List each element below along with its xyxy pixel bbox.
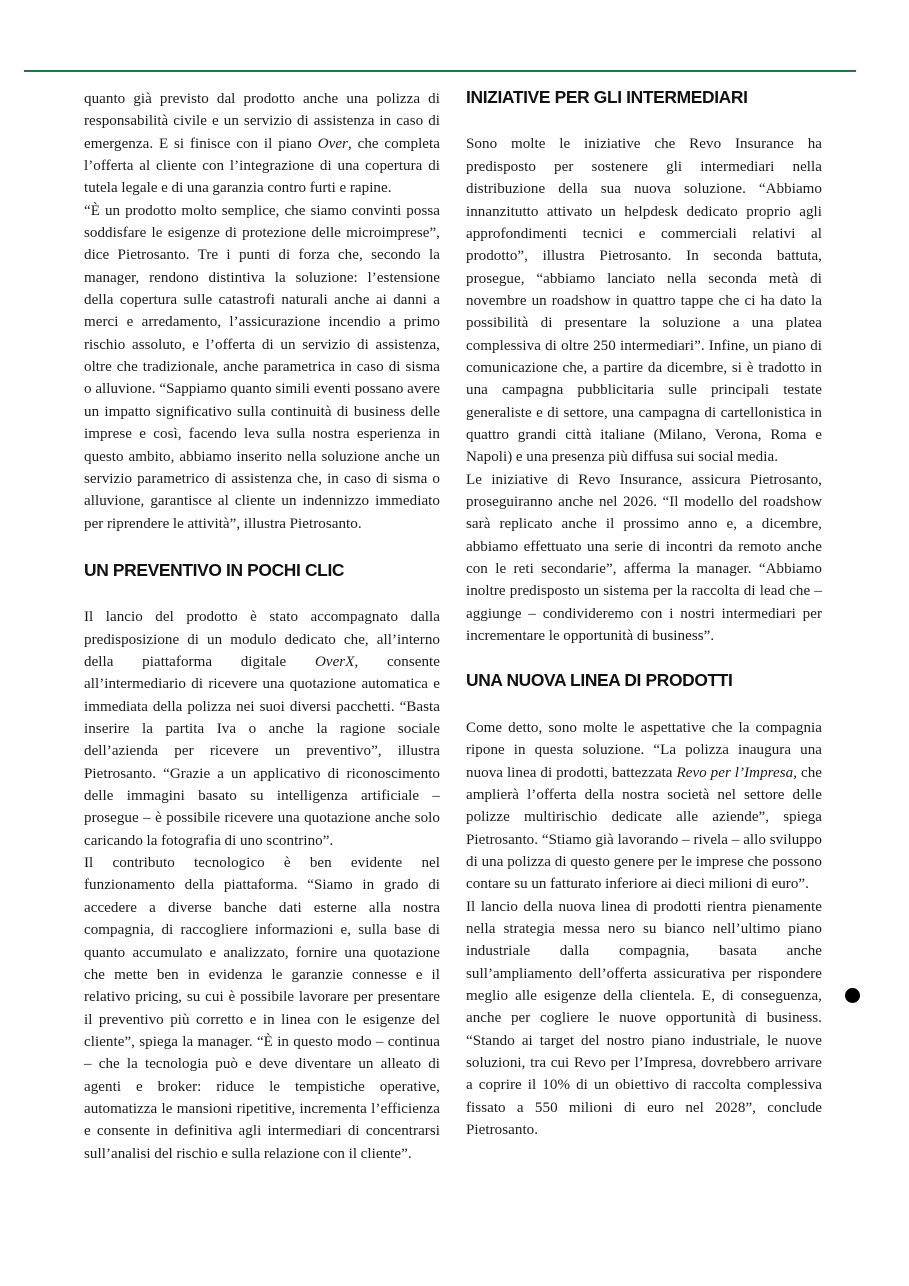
heading-un-preventivo-in-pochi-clic: UN PREVENTIVO IN POCHI CLIC — [84, 559, 345, 580]
filled-circle-icon — [845, 988, 860, 1003]
left-column — [84, 88, 440, 1165]
paragraph-contributo-tecnologico: Il contributo tecnologico è ben evidente nel funzionamento della piattaforma. “Siamo in grado di accedere a diverse banche dati esterne alla nostra compagnia, di raccogliere informazioni e, sulla base di quanto accumulato e analizzato, fornire una quotazione che mette ben in evidenza le garanzie connesse e il relativo pricing, su cui è possibile lavorare per presentare il preventivo più corretto e in linea con le esigenze del cliente”, spiega la manager. “È in questo modo – continua – che la tecnologia può e deve diventare un alleato di agenti e broker: riduce le tempistiche operative, automatizza le mansioni ripetitive, incrementa l’efficienza e consente in definitiva agli intermediari di concentrarsi sull’analisi del rischio e sulla relazione con il cliente”. — [84, 855, 440, 1162]
article-columns — [84, 88, 856, 1165]
paragraph-text-part-1: quanto già previsto dal prodotto anche una polizza di responsabilità civile e un servizio di assistenza in caso di emergenza. E si finisce con il piano — [84, 91, 440, 152]
paragraph-iniziative-revo: Sono molte le iniziative che Revo Insurance ha predisposto per sostenere gli intermediari nella distribuzione della sua nuova soluzione. “Abbiamo innanzitutto attivato un helpdesk dedicato proprio agli approfondimenti tecnici e commerciali relativi al prodotto”, illustra Pietrosanto. In seconda battuta, prosegue, “abbiamo lanciato nella seconda metà di novembre un roadshow in quattro tappe che ci ha dato la possibilità di presentare la soluzione a una platea complessiva di oltre 250 intermediari”. Infine, un piano di comunicazione che, a partire da dicembre, si è tradotto in una campagna pubblicitaria sulle principali testate generaliste e di settore, una campagna di cartellonistica in quattro grandi città italiane (Milano, Verona, Roma e Napoli) e una presenza più diffusa sui social media. — [466, 136, 822, 466]
paragraph-text-part-1: Il lancio del prodotto è stato accompagnato dalla predisposizione di un modulo dedicato che, all’interno della piattaforma digitale — [84, 609, 440, 671]
right-column — [466, 88, 822, 1141]
paragraph-iniziative-2026: Le iniziative di Revo Insurance, assicura Pietrosanto, proseguiranno anche nel 2026. “Il modello del roadshow sarà replicato anche il prossimo anno e, a dicembre, abbiamo effettuato una serie di incontri da remoto anche con le reti secondarie”, afferma la manager. “Abbiamo inoltre predisposto un sistema per la raccolta di lead che – aggiunge – condivideremo con i nostri intermediari per incrementare le opportunità di business”. — [466, 471, 822, 645]
paragraph-quote-prodotto-semplice: “È un prodotto molto semplice, che siamo convinti possa soddisfare le esigenze di protezione delle microimprese”, dice Pietrosanto. Tre i punti di forza che, secondo la manager, rendono distintiva la soluzione: l’estensione della copertura sulle catastrofi naturali anche ai danni a merci e arredamento, l’assicurazione incendio a primo rischio assoluto, e l’offerta di un servizio di assistenza, oltre che tradizionale, anche parametrica in caso di sisma o alluvione. “Sappiamo quanto simili eventi possano avere un impatto significativo sulla continuità di business delle imprese e così, facendo leva sulla nostra esperienza in questo ambito, abbiamo inserito nella soluzione anche un servizio parametrico di assistenza che, in caso di sisma o alluvione, garantisce al cliente un indennizzo immediato per riprendere le attività”, illustra Pietrosanto. — [84, 202, 440, 532]
italic-term-over: Over — [317, 135, 348, 152]
end-of-article-mark — [841, 988, 859, 1006]
paragraph-text-part-2: , che completa l’offerta al cliente con l’integrazione di una copertura di tutela legale e di una garanzia contro furti e rapine. — [84, 135, 440, 197]
paragraph-strategia-piano-industriale: Il lancio della nuova linea di prodotti rientra pienamente nella strategia messa nero su bianco nell’ultimo piano industriale dalla compagnia, basata anche sull’ampliamento dell’offerta assicurativa per rispondere meglio alle esigenze della clientela. E, di conseguenza, anche per cogliere le nuove opportunità di business. “Stando ai target del nostro piano industriale, le nuove soluzioni, tra cui Revo per l’Impresa, dovrebbero arrivare a coprire il 10% di un obiettivo di raccolta complessiva fissato a 550 milioni di euro nel 2028”, conclude Pietrosanto. — [466, 898, 822, 1139]
header-rule — [24, 70, 856, 72]
paragraph-text-part-2: , che amplierà l’offerta della nostra società nel settore delle polizze multirischio dedicate alle aziende”, spiega Pietrosanto. “Stiamo già lavorando – rivela – allo sviluppo di una polizza di questo genere per le imprese che possono contare su un fatturato inferiore ai dieci milioni di euro”. — [466, 764, 822, 893]
paragraph-text-part-2: , consente all’intermediario di ricevere una quotazione automatica e immediata della polizza nei suoi diversi pacchetti. “Basta inserire la partita Iva o anche la ragione sociale dell’azienda per ricevere un preventivo”, illustra Pietrosanto. “Grazie a un applicativo di riconoscimento delle immagini basato su intelligenza artificiale – prosegue – è possibile ricevere una quotazione anche solo caricando la fotografia di uno scontrino”. — [84, 654, 440, 849]
paragraph-continuation — [84, 88, 440, 200]
paragraph-text-part-1: Come detto, sono molte le aspettative che la compagnia ripone in questa soluzione. “La polizza inaugura una nuova linea di prodotti, battezzata — [466, 719, 822, 781]
paragraph-nuova-linea — [466, 717, 822, 896]
italic-term-overx: OverX — [314, 654, 355, 671]
heading-iniziative-per-gli-intermediari: INIZIATIVE PER GLI INTERMEDIARI — [466, 87, 748, 107]
italic-term-revo-per-limpresa: Revo per l’Impresa — [676, 764, 794, 781]
paragraph-lancio-prodotto — [84, 606, 440, 852]
heading-una-nuova-linea-di-prodotti: UNA NUOVA LINEA DI PRODOTTI — [466, 670, 733, 691]
